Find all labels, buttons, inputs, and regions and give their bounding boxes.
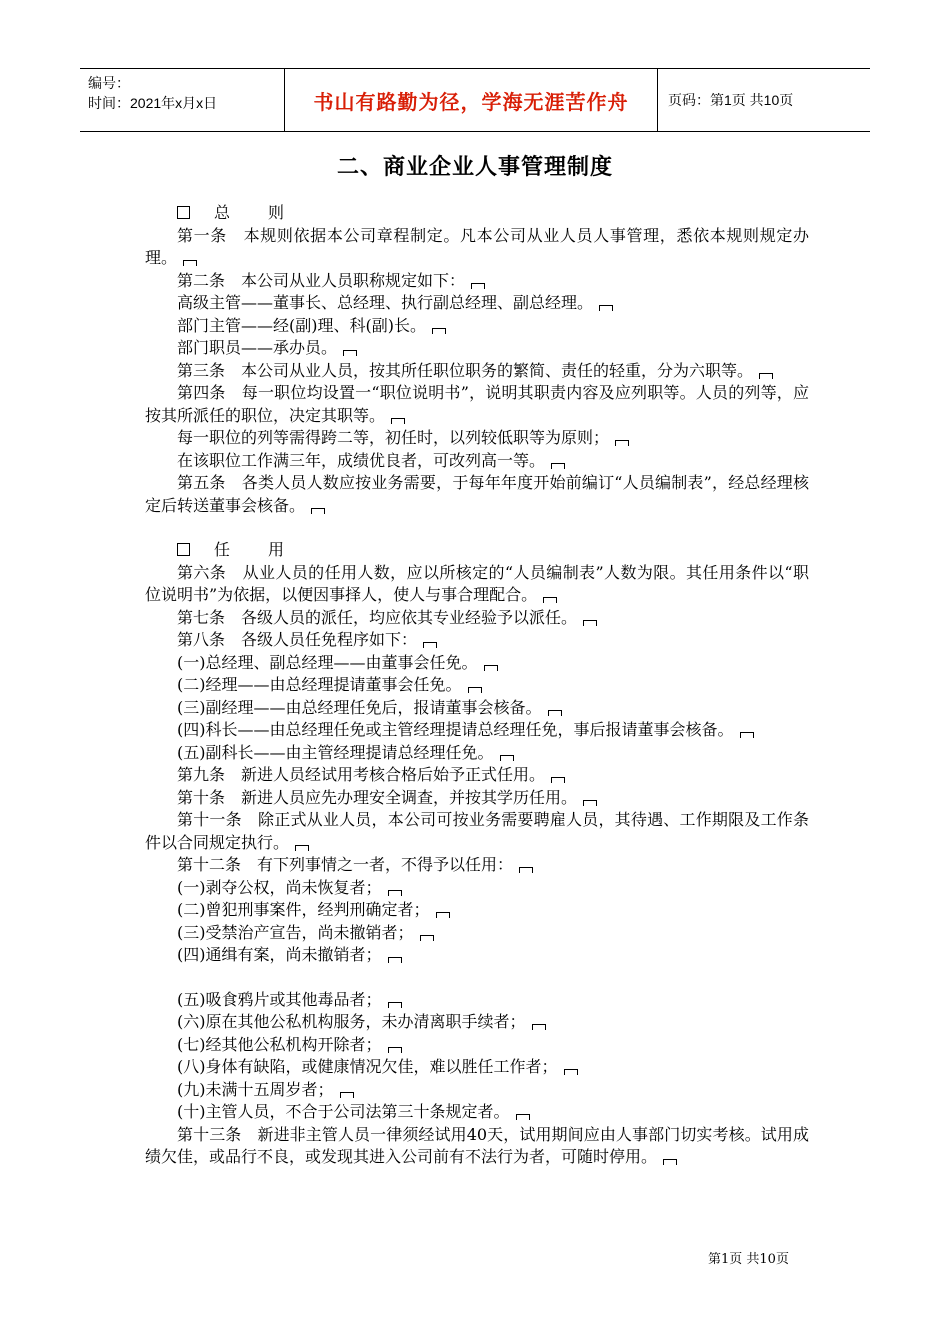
article-paragraph: 第十一条 除正式从业人员，本公司可按业务需要聘雇人员，其待遇、工作期限及工作条件以合同规定执行。 (145, 810, 809, 852)
article-paragraph: 第五条 各类人员人数应按业务需要，于每年年度开始前编订“人员编制表”，经总经理核定后转送董事会核备。 (145, 473, 809, 515)
article-paragraph: (五)吸食鸦片或其他毒品者； (145, 989, 809, 1012)
article-paragraph: 第七条 各级人员的派任，均应依其专业经验予以派任。 (145, 607, 809, 630)
paragraph-mark-icon (388, 1047, 402, 1053)
article-paragraph: (三)副经理——由总经理任免后，报请董事会核备。 (145, 697, 809, 720)
article-paragraph: 第二条 本公司从业人员职称规定如下： (145, 270, 809, 293)
section-heading: 总 则 (145, 202, 809, 225)
article-paragraph: (十)主管人员，不合于公司法第三十条规定者。 (145, 1101, 809, 1124)
article-paragraph: 第六条 从业人员的任用人数，应以所核定的“人员编制表”人数为限。其任用条件以“职位说明书”为依据，以便因事择人，使人与事合理配合。 (145, 562, 809, 604)
paragraph-mark-icon (484, 665, 498, 671)
paragraph-mark-icon (740, 732, 754, 738)
page-info: 页码：第1页 共10页 (668, 92, 794, 108)
article-paragraph: 第一条 本规则依据本公司章程制定。凡本公司从业人员人事管理，悉依本规则规定办理。 (145, 225, 809, 267)
paragraph-mark-icon (183, 260, 197, 266)
paragraph-mark-icon (471, 283, 485, 289)
paragraph-mark-icon (615, 440, 629, 446)
article-paragraph: 部门职员——承办员。 (145, 337, 809, 360)
page-header (80, 68, 870, 132)
article-paragraph: (七)经其他公私机构开除者； (145, 1034, 809, 1057)
number-label: 编号： (88, 75, 130, 91)
article-paragraph: (一)剥夺公权，尚未恢复者； (145, 877, 809, 900)
paragraph-mark-icon (551, 777, 565, 783)
article-paragraph: (一)总经理、副总经理——由董事会任免。 (145, 652, 809, 675)
article-paragraph: 部门主管——经(副)理、科(副)长。 (145, 315, 809, 338)
paragraph-mark-icon (295, 845, 309, 851)
article-paragraph: 在该职位工作满三年，成绩优良者，可改列高一等。 (145, 450, 809, 473)
paragraph-mark-icon (468, 687, 482, 693)
paragraph-mark-icon (548, 710, 562, 716)
paragraph-mark-icon (388, 890, 402, 896)
paragraph-mark-icon (391, 418, 405, 424)
article-paragraph: 第四条 每一职位均设置一“职位说明书”，说明其职责内容及应列职等。人员的列等，应按其所派任的职位，决定其职等。 (145, 383, 809, 425)
paragraph-mark-icon (663, 1159, 677, 1165)
paragraph-mark-icon (343, 350, 357, 356)
header-meta (80, 69, 284, 131)
paragraph-mark-icon (423, 642, 437, 648)
paragraph-mark-icon (759, 373, 773, 379)
paragraph-mark-icon (543, 597, 557, 603)
article-paragraph: 第九条 新进人员经试用考核合格后始予正式任用。 (145, 764, 809, 787)
paragraph-mark-icon (599, 305, 613, 311)
article-paragraph: (三)受禁治产宣告，尚未撤销者； (145, 922, 809, 945)
paragraph-mark-icon (388, 957, 402, 963)
page-footer: 第1页 共10页 (708, 1252, 789, 1267)
paragraph-mark-icon (564, 1069, 578, 1075)
checkbox-icon (177, 543, 190, 556)
section-heading: 任 用 (145, 539, 809, 562)
article-paragraph: 第十三条 新进非主管人员一律须经试用40天，试用期间应由人事部门切实考核。试用成绩欠佳，或品行不良，或发现其进入公司前有不法行为者，可随时停用。 (145, 1124, 809, 1166)
article-paragraph: (二)曾犯刑事案件，经判刑确定者； (145, 899, 809, 922)
paragraph-mark-icon (583, 800, 597, 806)
paragraph-mark-icon (551, 463, 565, 469)
article-paragraph: (九)未满十五周岁者； (145, 1079, 809, 1102)
article-paragraph: (四)通缉有案，尚未撤销者； (145, 944, 809, 967)
date-label: 时间：2021年x月x日 (88, 95, 218, 111)
paragraph-mark-icon (388, 1002, 402, 1008)
paragraph-mark-icon (500, 755, 514, 761)
article-paragraph: 高级主管——董事长、总经理、执行副总经理、副总经理。 (145, 292, 809, 315)
paragraph-mark-icon (432, 328, 446, 334)
article-paragraph: 每一职位的列等需得跨二等，初任时，以列较低职等为原则； (145, 427, 809, 450)
article-paragraph: 第八条 各级人员任免程序如下： (145, 629, 809, 652)
paragraph-mark-icon (519, 867, 533, 873)
document-title: 二、商业企业人事管理制度 (336, 155, 613, 180)
document-body (145, 202, 809, 1169)
article-paragraph: (五)副科长——由主管经理提请总经理任免。 (145, 742, 809, 765)
article-paragraph: (六)原在其他公私机构服务，未办清离职手续者； (145, 1011, 809, 1034)
paragraph-mark-icon (436, 912, 450, 918)
article-paragraph: (四)科长——由总经理任免或主管经理提请总经理任免，事后报请董事会核备。 (145, 719, 809, 742)
paragraph-mark-icon (420, 935, 434, 941)
paragraph-mark-icon (311, 508, 325, 514)
article-paragraph: 第三条 本公司从业人员，按其所任职位职务的繁简、责任的轻重，分为六职等。 (145, 360, 809, 383)
checkbox-icon (177, 206, 190, 219)
article-paragraph: (二)经理——由总经理提请董事会任免。 (145, 674, 809, 697)
paragraph-mark-icon (516, 1114, 530, 1120)
article-paragraph: (八)身体有缺陷，或健康情况欠佳，难以胜任工作者； (145, 1056, 809, 1079)
paragraph-mark-icon (583, 620, 597, 626)
motto: 书山有路勤为径，学海无涯苦作舟 (284, 69, 658, 131)
paragraph-mark-icon (532, 1024, 546, 1030)
article-paragraph: 第十二条 有下列事情之一者，不得予以任用： (145, 854, 809, 877)
article-paragraph: 第十条 新进人员应先办理安全调查，并按其学历任用。 (145, 787, 809, 810)
paragraph-mark-icon (340, 1092, 354, 1098)
